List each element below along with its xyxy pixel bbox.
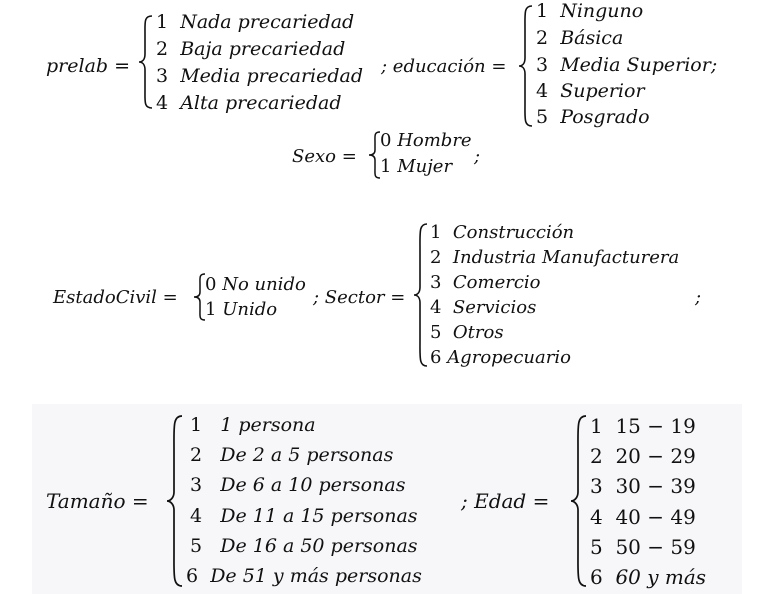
estadocivil-option: 0 No unido bbox=[205, 274, 306, 295]
prelab-label: prelab = bbox=[46, 55, 131, 77]
sector-label: ; Sector = bbox=[313, 287, 406, 308]
educacion-label: ; educación = bbox=[381, 56, 507, 77]
estadocivil-label: EstadoCivil = bbox=[53, 287, 178, 308]
edad-option: 5 50 − 59 bbox=[590, 535, 696, 559]
sector-option: 4 Servicios bbox=[430, 297, 537, 318]
edad-label: ; Edad = bbox=[461, 489, 550, 513]
educacion-option: 4 Superior bbox=[536, 80, 645, 102]
prelab-option: 4 Alta precariedad bbox=[156, 92, 342, 114]
tamano-option: 1 1 persona bbox=[190, 414, 316, 436]
tamano-brace bbox=[166, 414, 184, 588]
educacion-option: 5 Posgrado bbox=[536, 106, 650, 128]
tamano-option: 3 De 6 a 10 personas bbox=[190, 474, 406, 496]
tamano-option: 2 De 2 a 5 personas bbox=[190, 444, 394, 466]
estadocivil-option: 1 Unido bbox=[205, 299, 278, 320]
tamano-label: Tamaño = bbox=[46, 489, 149, 513]
prelab-option: 3 Media precariedad bbox=[156, 65, 364, 87]
sector-option: 6 Agropecuario bbox=[430, 347, 571, 368]
sector-option: 2 Industria Manufacturera bbox=[430, 247, 680, 268]
educacion-option: 1 Ninguno bbox=[536, 0, 644, 22]
sexo-semicolon: ; bbox=[474, 146, 481, 167]
educacion-option: 2 Básica bbox=[536, 27, 624, 49]
sector-option: 3 Comercio bbox=[430, 272, 541, 293]
edad-brace bbox=[570, 414, 588, 588]
sector-brace bbox=[413, 222, 429, 368]
tamano-option: 5 De 16 a 50 personas bbox=[190, 535, 418, 557]
edad-option: 6 60 y más bbox=[590, 565, 707, 589]
edad-option: 1 15 − 19 bbox=[590, 414, 696, 438]
sector-option: 1 Construcción bbox=[430, 222, 575, 243]
sexo-label: Sexo = bbox=[292, 146, 357, 167]
edad-option: 2 20 − 29 bbox=[590, 444, 696, 468]
edad-option: 4 40 − 49 bbox=[590, 505, 696, 529]
tamano-option: 6 De 51 y más personas bbox=[186, 565, 422, 587]
sexo-option: 0 Hombre bbox=[380, 130, 472, 151]
sector-option: 5 Otros bbox=[430, 322, 504, 343]
edad-option: 3 30 − 39 bbox=[590, 474, 696, 498]
prelab-option: 1 Nada precariedad bbox=[156, 11, 355, 33]
sector-semicolon: ; bbox=[695, 287, 702, 308]
educacion-brace bbox=[518, 4, 534, 128]
sexo-option: 1 Mujer bbox=[380, 156, 453, 177]
prelab-option: 2 Baja precariedad bbox=[156, 38, 346, 60]
educacion-option: 3 Media Superior; bbox=[536, 54, 718, 76]
prelab-brace bbox=[138, 14, 154, 110]
tamano-option: 4 De 11 a 15 personas bbox=[190, 505, 418, 527]
